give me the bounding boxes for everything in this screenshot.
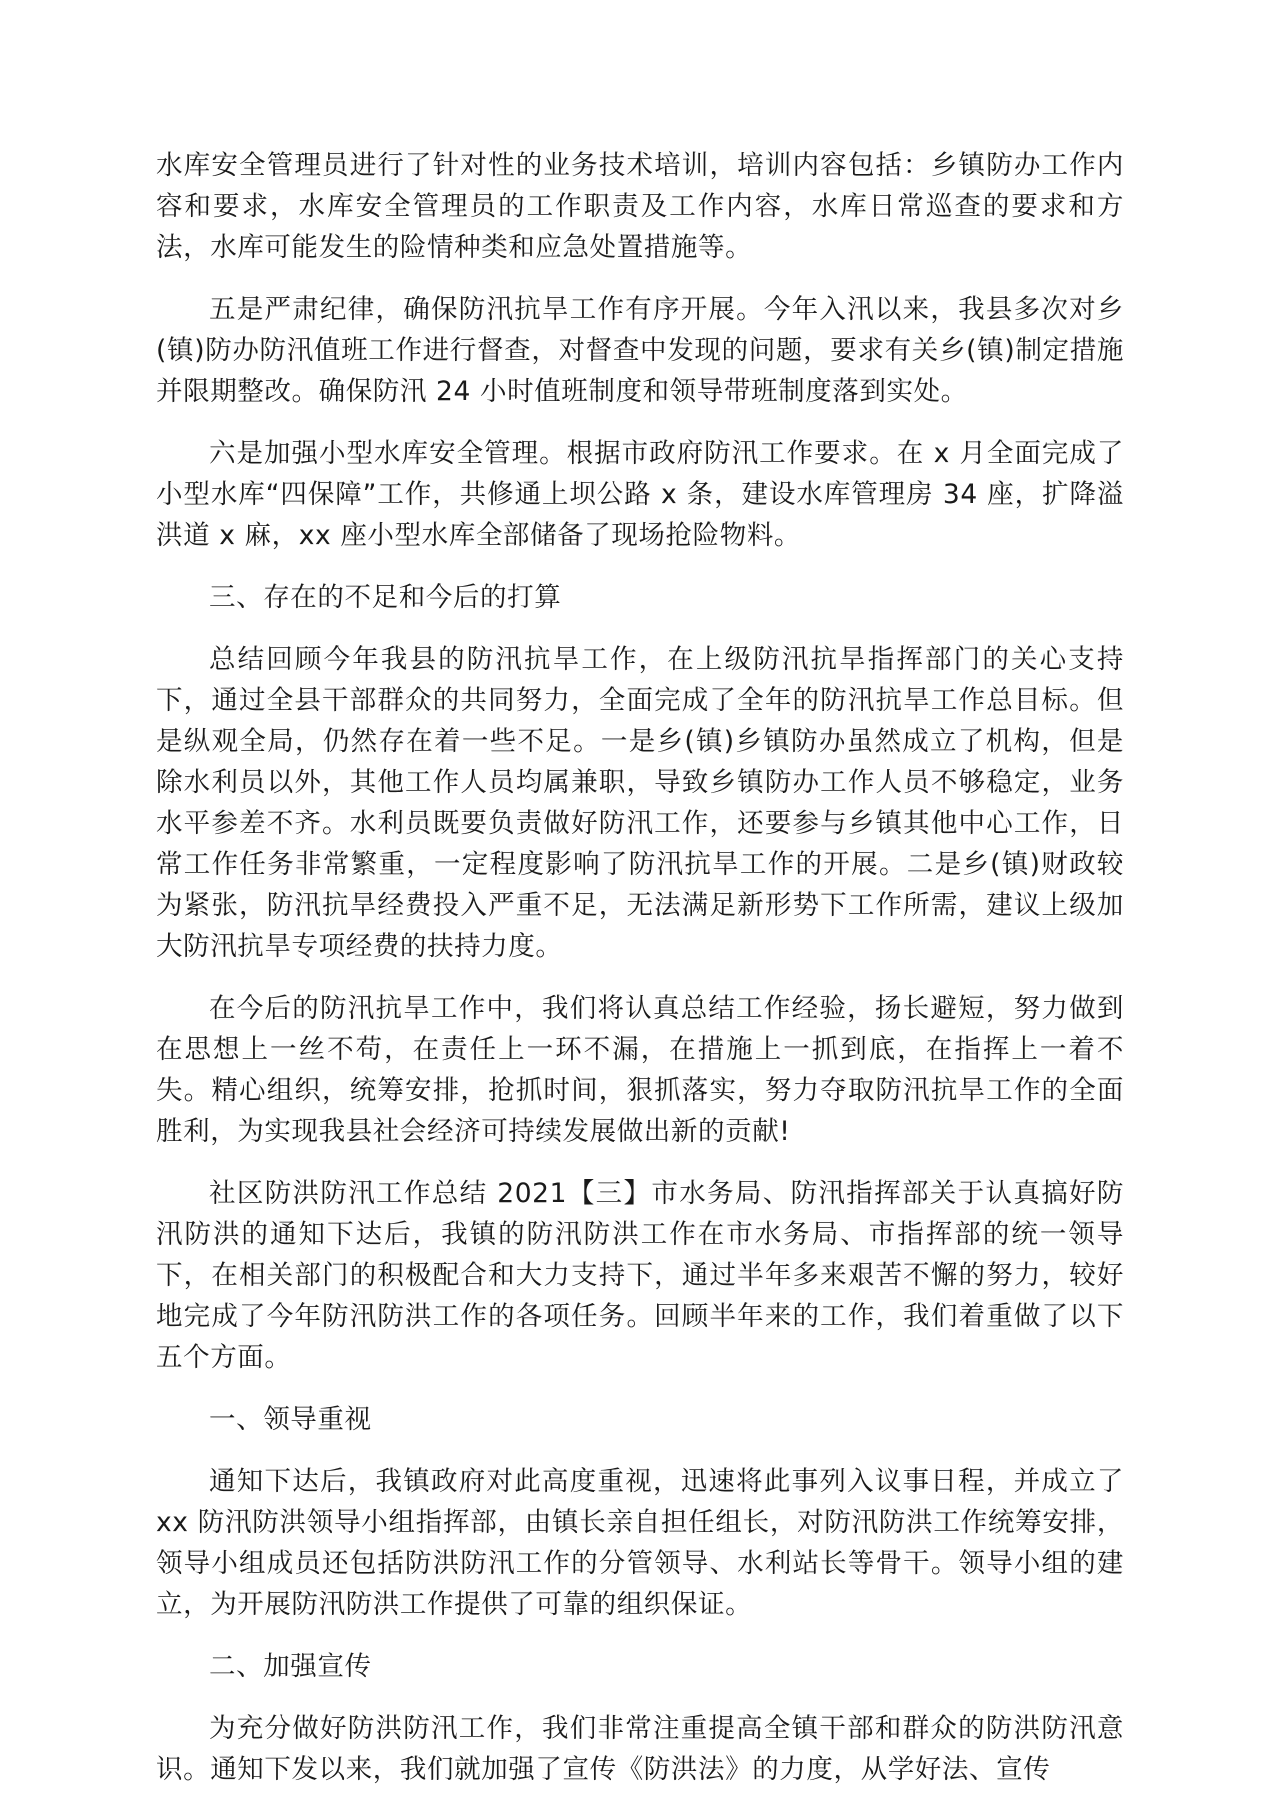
paragraph-2: 五是严肃纪律，确保防汛抗旱工作有序开展。今年入汛以来，我县多次对乡(镇)防办防汛值班工作进行督查，对督查中发现的问题，要求有关乡(镇)制定措施并限期整改。确保防汛 24 小时值班制度和领导带班制度落到实处。 (156, 294, 1124, 407)
paragraph-7: 通知下达后，我镇政府对此高度重视，迅速将此事列入议事日程，并成立了 xx 防汛防洪领导小组指挥部，由镇长亲自担任组长，对防汛防洪工作统筹安排，领导小组成员还包括防洪防汛工作的分管领导、水利站长等骨干。领导小组的建立，为开展防汛防洪工作提供了可靠的组织保证。 (156, 1466, 1124, 1620)
paragraph-5: 在今后的防汛抗旱工作中，我们将认真总结工作经验，扬长避短，努力做到在思想上一丝不苟，在责任上一环不漏，在措施上一抓到底，在指挥上一着不失。精心组织，统筹安排，抢抓时间，狠抓落实，努力夺取防汛抗旱工作的全面胜利，为实现我县社会经济可持续发展做出新的贡献! (156, 993, 1124, 1147)
paragraph-4: 总结回顾今年我县的防汛抗旱工作，在上级防汛抗旱指挥部门的关心支持下，通过全县干部群众的共同努力，全面完成了全年的防汛抗旱工作总目标。但是纵观全局，仍然存在着一些不足。一是乡(镇)乡镇防办虽然成立了机构，但是除水利员以外，其他工作人员均属兼职，导致乡镇防办工作人员不够稳定，业务水平参差不齐。水利员既要负责做好防汛工作，还要参与乡镇其他中心工作，日常工作任务非常繁重，一定程度影响了防汛抗旱工作的开展。二是乡(镇)财政较为紧张，防汛抗旱经费投入严重不足，无法满足新形势下工作所需，建议上级加大防汛抗旱专项经费的扶持力度。 (156, 644, 1124, 962)
section-heading-2: 二、加强宣传 (209, 1651, 372, 1682)
paragraph-6: 社区防洪防汛工作总结 2021【三】市水务局、防汛指挥部关于认真搞好防汛防洪的通知下达后，我镇的防汛防洪工作在市水务局、市指挥部的统一领导下，在相关部门的积极配合和大力支持下，通过半年多来艰苦不懈的努力，较好地完成了今年防汛防洪工作的各项任务。回顾半年来的工作，我们着重做了以下五个方面。 (156, 1178, 1124, 1373)
document-body (156, 145, 1124, 1811)
section-heading-3: 三、存在的不足和今后的打算 (209, 582, 562, 613)
paragraph-3: 六是加强小型水库安全管理。根据市政府防汛工作要求。在 x 月全面完成了小型水库“四保障”工作，共修通上坝公路 x 条，建设水库管理房 34 座，扩降溢洪道 x 麻，xx 座小型水库全部储备了现场抢险物料。 (156, 438, 1124, 551)
paragraph-1: 水库安全管理员进行了针对性的业务技术培训，培训内容包括：乡镇防办工作内容和要求，水库安全管理员的工作职责及工作内容，水库日常巡查的要求和方法，水库可能发生的险情种类和应急处置措施等。 (156, 150, 1124, 263)
paragraph-8: 为充分做好防洪防汛工作，我们非常注重提高全镇干部和群众的防洪防汛意识。通知下发以来，我们就加强了宣传《防洪法》的力度，从学好法、宣传 (156, 1713, 1124, 1785)
section-heading-1: 一、领导重视 (209, 1404, 372, 1435)
